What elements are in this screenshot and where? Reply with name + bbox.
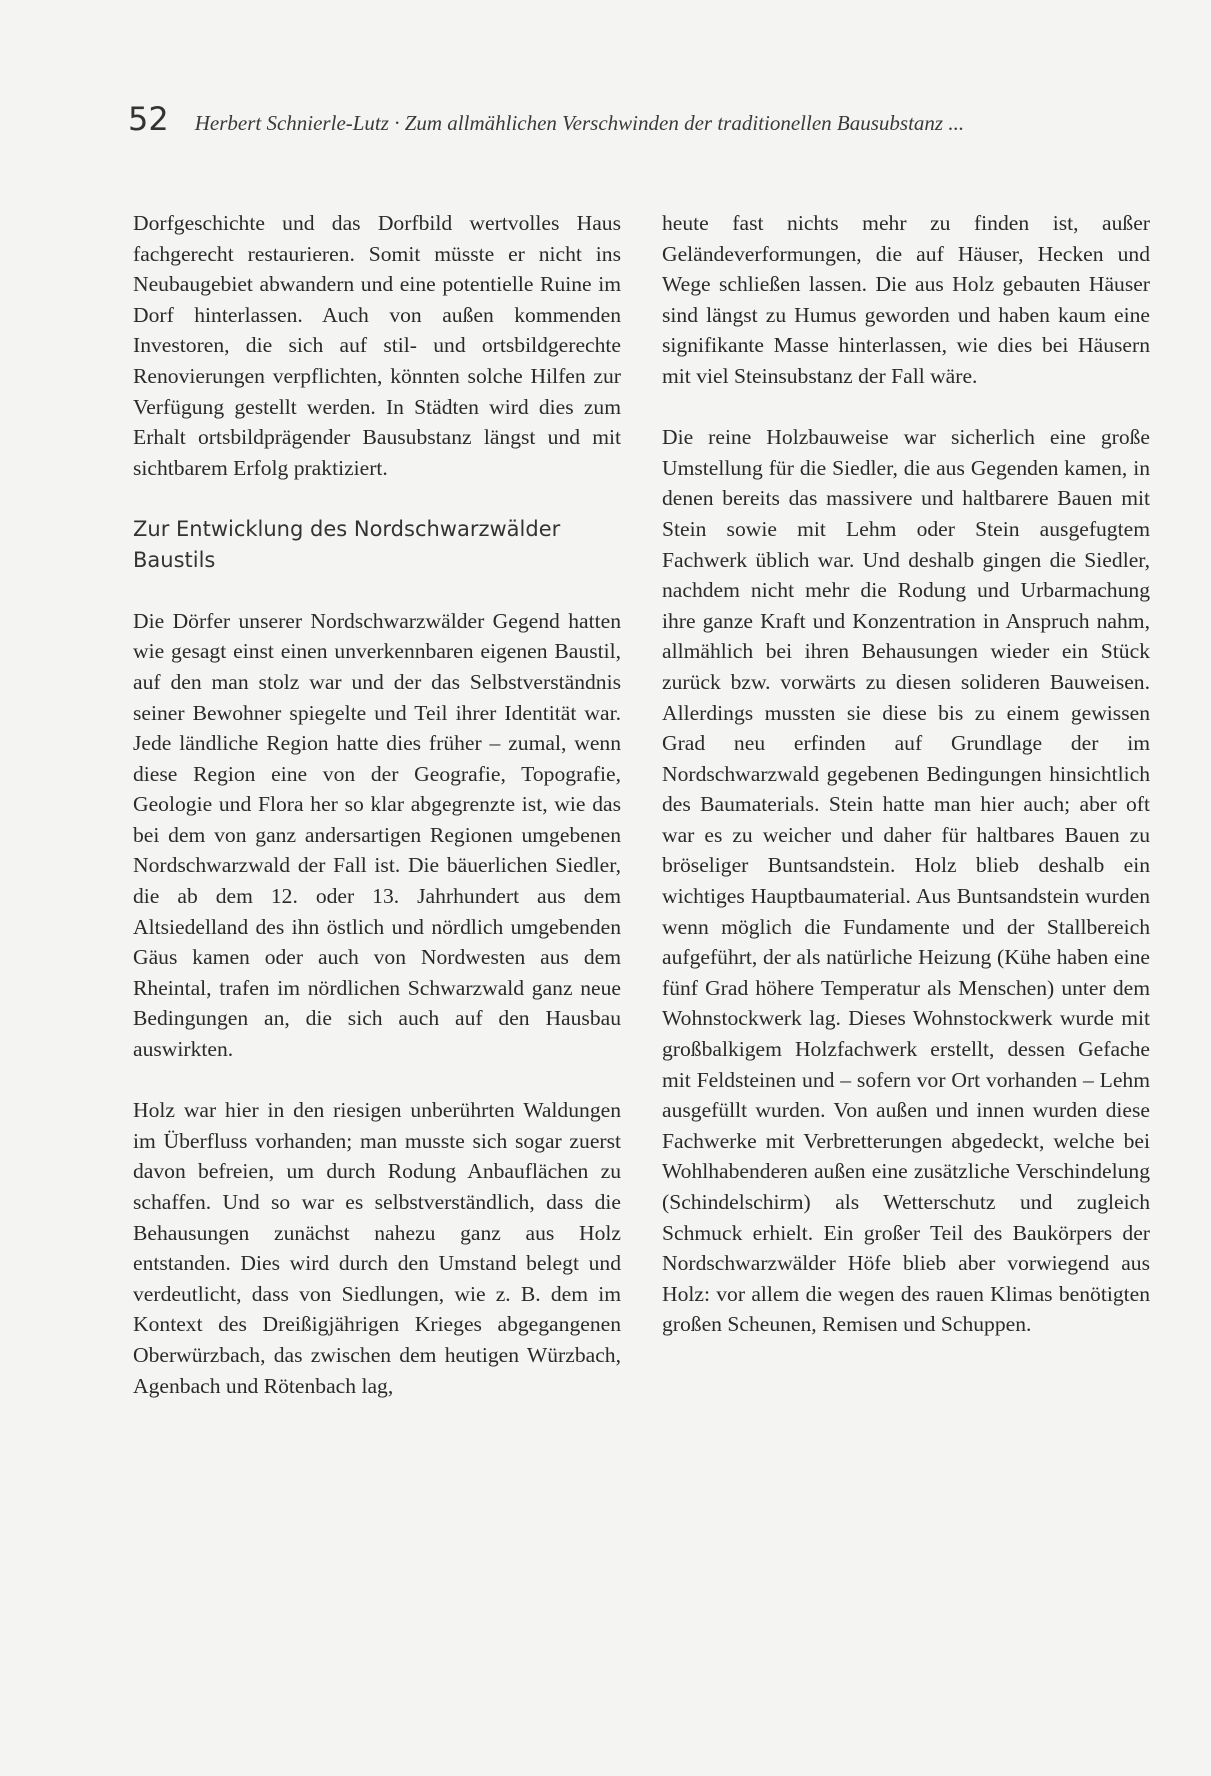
page-header [128,100,1128,144]
paragraph: Dorfgeschichte und das Dorfbild wertvolles Haus fachgerecht restaurieren. Somit müsste er nicht ins Neubaugebiet abwandern und eine potentielle Ruine im Dorf hinterlassen. Auch von außen kommenden Investoren, die sich auf stil- und ortsbildgerechte Renovierungen verpflichten, könnten solche Hilfen zur Verfügung gestellt werden. In Städten wird dies zum Erhalt ortsbildprägender Bausubstanz längst und mit sichtbarem Erfolg praktiziert. [133,211,621,480]
left-column [133,208,621,1401]
paragraph: Die Dörfer unserer Nordschwarzwälder Gegend hatten wie gesagt einst einen unverkennbaren eigenen Baustil, auf den man stolz war und der das Selbstverständnis seiner Bewohner spiegelte und Teil ihrer Identität war. Jede ländliche Region hatte dies früher – zumal, wenn diese Region eine von der Geografie, Topografie, Geologie und Flora her so klar abgegrenzte ist, wie das bei dem von ganz andersartigen Regionen umgebenen Nordschwarzwald der Fall ist. Die bäuerlichen Siedler, die ab dem 12. oder 13. Jahrhundert aus dem Altsiedelland des ihn östlich und nördlich umgebenden Gäus kamen oder auch von Nordwesten aus dem Rheintal, trafen im nördlichen Schwarzwald ganz neue Bedingungen an, die sich auch auf den Hausbau auswirkten. [133,608,621,1062]
paragraph: Die reine Holzbauweise war sicherlich eine große Umstellung für die Siedler, die aus Gegenden kamen, in denen bereits das massivere und haltbarere Bauen mit Stein sowie mit Lehm oder Stein ausgefugtem Fachwerk üblich war. Und deshalb gingen die Siedler, nachdem nicht mehr die Rodung und Urbarmachung ihre ganze Kraft und Konzentration in Anspruch nahm, allmählich bei ihren Behausungen wieder ein Stück zurück bzw. vorwärts zu diesen solideren Bauweisen. Allerdings mussten sie diese bis zu einem gewissen Grad neu erfinden auf Grundlage der im Nordschwarzwald gegebenen Bedingungen hinsichtlich des Baumaterials. Stein hatte man hier auch; aber oft war es zu weicher und daher für haltbares Bauen zu bröseliger Buntsandstein. Holz blieb deshalb ein wichtiges Hauptbaumaterial. Aus Buntsandstein wurden wenn möglich die Fundamente und der Stallbereich aufgeführt, der als natürliche Heizung (Kühe haben eine fünf Grad höhere Temperatur als Menschen) unter dem Wohnstockwerk lag. Dieses Wohnstockwerk wurde mit großbalkigem Holzfachwerk erstellt, dessen Gefache mit Feldsteinen und – sofern vor Ort vorhanden – Lehm ausgefüllt wurden. Von außen und innen wurden diese Fachwerke mit Verbretterungen abgedeckt, welche bei Wohlhabenderen außen eine zusätzliche Verschindelung (Schindelschirm) als Wetterschutz und zugleich Schmuck erhielt. Ein großer Teil des Baukörpers der Nordschwarzwälder Höfe blieb aber vorwiegend aus Holz: vor allem die wegen des rauen Klimas benötigten großen Scheunen, Remisen und Schuppen. [662,425,1150,1337]
paragraph: heute fast nichts mehr zu finden ist, außer Geländeverformungen, die auf Häuser, Hecken und Wege schließen lassen. Die aus Holz gebauten Häuser sind längst zu Humus geworden und haben kaum eine signifikante Masse hinterlassen, wie dies bei Häusern mit viel Steinsubstanz der Fall wäre. [662,211,1150,388]
paragraph: Holz war hier in den riesigen unberührten Waldungen im Überfluss vorhanden; man musste sich sogar zuerst davon befreien, um durch Rodung Anbauflächen zu schaffen. Und so war es selbstverständlich, dass die Behausungen zunächst nahezu ganz aus Holz entstanden. Dies wird durch den Umstand belegt und verdeutlicht, dass von Siedlungen, wie z. B. dem im Kontext des Dreißigjährigen Krieges abgegangenen Oberwürzbach, das zwischen dem heutigen Würzbach, Agenbach und Rötenbach lag, [133,1098,621,1398]
section-heading: Zur Entwicklung des Nordschwarzwälder Baustils [133,516,561,572]
right-column [662,208,1150,1340]
page-number: 52 [128,100,169,138]
running-head: Herbert Schnierle-Lutz · Zum allmählichen Verschwinden der traditionellen Bausubstanz ... [194,111,965,135]
